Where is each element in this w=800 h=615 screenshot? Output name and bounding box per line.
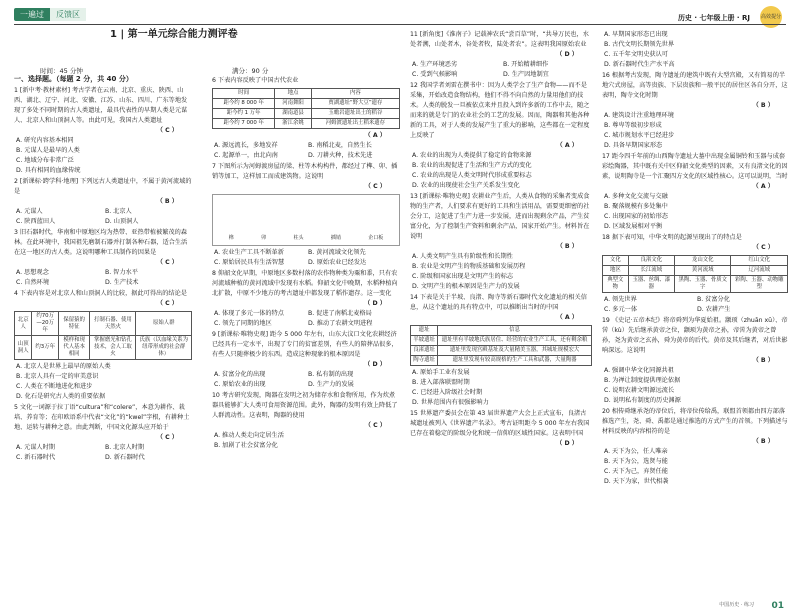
question-stem: 17 距今四千年前的山西陶寺遗址大墓中出现金属铜铃和玉器与成套彩绘陶器，其中既有关中区仰韶文化类型的因素，又有良渚文化的因素，说明陶寺是一个汇聚四方文化的区域性核心。这可以说明，当时	[602, 153, 788, 180]
question-stem: 20 相传舜继承尧的帝位后，将帝位传给禹，联盟首领都由四方部落推选产生，尧、舜、禹都是通过推选的方式产生的首领。下列描述与材料反映的内容相符的是	[602, 408, 788, 435]
option: B. 智力水平	[105, 269, 138, 276]
answer-mark: （ C ）	[156, 434, 178, 441]
option: D. 生产力的发展	[308, 381, 354, 388]
question-10	[212, 391, 400, 451]
option: C. 陕西蓝田人	[16, 218, 56, 225]
question-stem: 13 [新课标·唯物史观] 农耕业产生后，人类从食物的采集者变成食物的生产者，人们要求有更好的工具和生活用品，需要更细密的社会分工，这促进了生产力进一步发展，进而出现剩余产品，产生贫富分化，为了控制生产资料和剩余产品，国家开始产生。材料旨在说明	[410, 193, 590, 240]
question-20	[602, 407, 788, 487]
column-4	[602, 30, 788, 488]
question-stem: 18 据下表可知，中华文明的起源呈现出了的特点是	[602, 234, 742, 241]
option: D. 生产技术	[105, 279, 139, 286]
brand-label: 一遍过	[14, 8, 50, 21]
question-stem: 4 下表内容是对北京人和山顶洞人的比较，据此可得出的结论是	[14, 290, 187, 297]
option: B. 古代文明长期领先世界	[604, 41, 675, 48]
option: D. 世界范围内有很强影响力	[412, 399, 489, 406]
option: A. 农业的出现为人类提供了稳定的食物来源	[412, 152, 532, 159]
table-cell: 龙山文化	[674, 256, 731, 266]
table-cell: 陶寺遗址	[411, 356, 438, 366]
answer-mark: （ A ）	[752, 183, 774, 190]
table-cell: 典型文物	[603, 276, 629, 293]
table-cell: 长江流域	[628, 266, 674, 276]
table-cell: 地区	[603, 266, 629, 276]
subject-label: 历史 · 七年级上册 · RJ	[677, 14, 750, 22]
question-stem: 10 考古研究发现，陶器在发明之初为储存水和食物所用，作为炊煮器具能够扩大人类可食用资源范围。此外，陶器的发明有效上降低了人群流动性。这表明，陶器的使用	[212, 392, 398, 419]
answer-mark: （ B ）	[752, 438, 774, 445]
option: A. 推动人类走向定居生活	[214, 432, 284, 439]
question-stem: 1 [新中考·教材素材] 考古学者在云南、北京、重庆、陕西、山西、湖北、辽宁、河北、安徽、江苏、山东、四川、广东等地发现了多处不同时期的古人类遗址，最具代表性的早期人类是元谋人、北京人和山顶洞人等。由此可见，我国古人类遗址	[14, 87, 188, 124]
option: D. 具有相同的血缘传统	[16, 167, 81, 174]
table-cell: 氏族（以血缘关系为纽带形成的社会群体）	[136, 336, 192, 360]
image-label: 卯	[261, 235, 267, 241]
option: A. 早期国家形态已出现	[604, 31, 668, 38]
badge-text: 高效提分	[760, 14, 781, 20]
option: C. 受到气候影响	[412, 71, 458, 78]
question-12	[410, 81, 592, 191]
option: C. 起源单一，由北向南	[214, 152, 278, 159]
answer-mark: （ D ）	[364, 300, 386, 307]
table-cell: 红山文化	[731, 256, 788, 266]
table-cell: 约3万年	[32, 336, 59, 360]
answer-mark: （ B ）	[752, 357, 774, 364]
option: C. 说明农耕文明源远流长	[604, 387, 675, 394]
table-cell: 北京人	[15, 312, 32, 336]
table-cell: 地点	[275, 89, 311, 99]
table-cell: 浙江余姚	[275, 119, 311, 129]
answer-mark: （ B ）	[556, 243, 578, 250]
option: D. 文明产生的根本原因是生产力的发展	[412, 283, 520, 290]
table-cell: 黄河流域	[674, 266, 731, 276]
option: C. 原始农业的出现	[214, 381, 266, 388]
option: B. 农业的出现促进了生活和生产方式的变化	[412, 162, 532, 169]
option: C. 多元一体	[604, 306, 638, 313]
option: C. 领先了同期的地区	[214, 320, 272, 327]
table-cell: 遗址里发现宫殿基址及大量精美玉器，其城址规模宏大	[438, 346, 592, 356]
question-stem: 6 下表内容反映了中国古代农业	[212, 77, 299, 84]
option: B. 尊卑等级初步形成	[604, 122, 662, 129]
comparison-table	[14, 311, 192, 360]
question-stem: 9 [新课标·唯物史观] 距今 5 000 年左右，山东大汶口文化农耕经济已经具有一定水平，出现了专门的贫富差别，有些人的陪葬品很多，有些人只随葬极少的东西。造成这种现象的根本原因是	[212, 331, 398, 358]
question-stem: 7 下图所示为河姆渡房屋的梁、柱等木构构件，都经过了榫、卯、插销等加工，这样加工而成建筑物。这说明	[212, 163, 398, 180]
question-15	[410, 409, 592, 449]
option: B. 北京人	[105, 208, 132, 215]
brand-logo	[14, 8, 86, 21]
table-cell: 彩陶、玉器、动物雕塑	[731, 276, 788, 293]
option: B. 北京人具有一定的审美意识	[16, 373, 99, 380]
option: C. 农业的出现是人类文明时代形成重要标志	[412, 172, 532, 179]
image-label: 榫	[228, 235, 234, 241]
option: C. 阶级和国家出现是文明产生的标志	[412, 273, 514, 280]
table-cell: 遗址里发现有较高规格的生产工具和武器，大量陶器	[438, 356, 592, 366]
answer-mark: （ D ）	[556, 440, 578, 447]
question-stem: 2 [新课标·跨学科·地理] 下列远古人类遗址中，不属于黄河流域的是	[14, 178, 192, 195]
image-label: 插销	[330, 235, 341, 241]
option: D. 原始农业已经发达	[308, 259, 367, 266]
question-19	[602, 316, 788, 406]
question-1	[14, 86, 192, 176]
table-cell: 玉蟾岩遗址出土的稻谷	[311, 109, 399, 119]
option: C. 新石器时代	[16, 454, 56, 461]
option: D. 新石器时代	[105, 454, 145, 461]
answer-mark: （ D ）	[364, 361, 386, 368]
option: A. 元谋人	[16, 208, 43, 215]
option: A. 多种文化交流与交融	[604, 193, 668, 200]
table-cell: 时间	[213, 89, 275, 99]
table-cell: 玉器、丝绸、漆器	[628, 276, 674, 293]
question-stem: 3 旧石器时代，华南和中原地区均为热带、亚热带植被繁茂的森林。在此环境中，我国祖先磨制石器并打制各种石器，适合生活在这一地区的古人类。这说明哪种工具制作的因果是	[14, 229, 188, 256]
question-stem: 8 仰韶文化早期，中原地区多数村落的农作物种类为粟和黍，只有农河流域种植的黄河流域中发现有水稻。仰韶文化中晚期，水稻种植向北扩散，中原不少地方的考古遗址中都发现了稻作遗存。这一变化	[212, 270, 398, 297]
option: D. 说明私有制度的历史渊源	[604, 397, 681, 404]
option: B. 南稻北麦，自然生长	[308, 142, 372, 149]
option: B. 天下为公，选贤与能	[604, 458, 668, 465]
table-cell: 打制石器、使用天然火	[90, 312, 136, 336]
answer-mark: （ A ）	[364, 132, 386, 139]
question-6	[212, 76, 400, 161]
table-cell: 河南舞阳	[275, 99, 311, 109]
table-cell: 掌握磨光和钻孔技术，会人工取火	[90, 336, 136, 360]
question-stem: 11 [新角度]《淮南子》记载神农氏“尝百草”时，“共导万民也，水处者溯，山处者木，谷处者牧，陆处者农”。这表明我国原始农业	[410, 31, 589, 48]
table-cell: 遗址里有半坡地氏族居住、经营的农业生产工具，还有剩余粮	[438, 336, 592, 346]
option: B. 开始精耕细作	[503, 61, 549, 68]
option: A. 源远流长，多地发祥	[214, 142, 278, 149]
culture-table	[602, 255, 788, 293]
page-number: 01	[771, 601, 784, 611]
question-18	[602, 233, 788, 315]
table-cell: 模样和现代人基本相同	[58, 336, 89, 360]
option: D. 化石是研究古人类的重要依据	[16, 393, 106, 400]
option: D. 具备早期国家形态	[604, 142, 663, 149]
question-9	[212, 330, 400, 390]
option: C. 原始居民具有生活智慧	[214, 259, 285, 266]
option: A. 北京人是世界上最早的原始人类	[16, 363, 111, 370]
answer-mark: （ C ）	[752, 244, 774, 251]
option: B. 元谋人是最早的人类	[16, 147, 80, 154]
option: D. 生产因地制宜	[503, 71, 549, 78]
table-cell: 良渚文化	[628, 256, 674, 266]
option: C. 已经进入阶级社会时期	[412, 389, 483, 396]
page-title: 1 | 第一单元综合能力测评卷	[110, 29, 238, 40]
option: B. 为禅让制度提供理论依据	[604, 377, 681, 384]
option: C. 天下为己，弃贤任能	[604, 468, 668, 475]
option: B. 贫富分化	[697, 296, 730, 303]
option: D. 山顶洞人	[105, 218, 139, 225]
option: B. 聚落规模有多处集中	[604, 203, 668, 210]
option: D. 农业的出现使社会生产关系发生变化	[412, 182, 520, 189]
option: A. 思想观念	[16, 269, 49, 276]
option: D. 刀耕火种，技术先进	[308, 152, 373, 159]
table-cell: 原始人群	[136, 312, 192, 336]
option: B. 促进了南稻北麦格局	[308, 310, 372, 317]
option: C. 人类在不断地进化和进步	[16, 383, 93, 390]
answer-mark: （ B ）	[156, 198, 178, 205]
question-stem: 14 下表是关于半坡、良渚、陶寺等新石器时代文化遗址的相关信息，从这个遗址的具有特点中，可以推断出当时的中国	[410, 294, 587, 311]
question-2	[14, 177, 192, 227]
answer-mark: （ C ）	[156, 259, 178, 266]
table-cell: 半坡遗址	[411, 336, 438, 346]
mortise-tenon-illustration	[212, 194, 400, 246]
table-cell: 距今约 1 万年	[213, 109, 275, 119]
answer-mark: （ C ）	[156, 300, 178, 307]
option: A. 研究内容基本相同	[16, 137, 74, 144]
option: A. 体现了多元一体的特点	[214, 310, 284, 317]
answer-mark: （ D ）	[556, 51, 578, 58]
question-14	[410, 293, 592, 408]
option: B. 黄河流域文化领先	[308, 249, 366, 256]
image-label: 企口板	[368, 235, 384, 241]
answer-mark: （ C ）	[364, 422, 386, 429]
option: C. 自然环境	[16, 279, 50, 286]
table-cell: 距今约 8 000 年	[213, 99, 275, 109]
table-cell: 良渚遗址	[411, 346, 438, 356]
option: A. 农业生产工具不断革新	[214, 249, 284, 256]
question-stem: 16 根据考古发现，陶寺遗址的建筑中既有大型宫殿，又有简易的半地穴式房屋，高等贵族、下层贵族和一般平民的居住区各自分开，这表明，陶寺文化时期	[602, 72, 788, 99]
option: C. 地域分布非常广泛	[16, 157, 74, 164]
table-cell: 信息	[438, 326, 592, 336]
table-cell: 内容	[311, 89, 399, 99]
option: B. 私有制的出现	[308, 371, 354, 378]
site-table	[410, 325, 592, 366]
option: D. 天下为家，世代相袭	[604, 478, 669, 485]
table-cell: 贾湖遗址“野大豆”遗存	[311, 99, 399, 109]
footer-note: 中国历史 · 练习	[719, 602, 754, 608]
answer-mark: （ A ）	[556, 142, 578, 149]
option: A. 领先世界	[604, 296, 637, 303]
brand-feedback: 反馈区	[50, 8, 86, 21]
table-cell: 河姆渡遗址出土稻米遗存	[311, 119, 399, 129]
question-5	[14, 403, 192, 463]
table-cell: 文化	[603, 256, 629, 266]
option: B. 进入部落联盟时期	[412, 379, 470, 386]
total-score: 满分：90 分	[232, 67, 269, 75]
option: A. 元谋人时期	[16, 444, 55, 451]
option: A. 天下为公，任人唯亲	[604, 448, 668, 455]
column-2	[212, 76, 400, 452]
answer-mark: （ A ）	[556, 314, 578, 321]
header-divider	[14, 24, 786, 25]
option: A. 原始手工业有发展	[412, 369, 470, 376]
question-13	[410, 192, 592, 292]
question-stem: 15 世界遗产委员会在第 43 届世界遗产大会上正式宣布，良渚古城遗址被列入《世界遗产名录》。考古证明距今 5 000 年左右我国已存在着稳定的阶级分化和统一信仰的区域性国家。这表明中国	[410, 410, 590, 437]
question-4	[14, 289, 192, 402]
option: C. 城市规划水平已经进步	[604, 132, 675, 139]
section-heading: 一、选择题。（每题 2 分，共 40 分）	[14, 75, 133, 83]
question-16	[602, 71, 788, 151]
question-17	[602, 152, 788, 232]
option: C. 出现国家的初始形态	[604, 213, 668, 220]
option: A. 强调中华文化同源共祖	[604, 367, 674, 374]
column-1	[14, 74, 192, 464]
table-cell: 辽河流域	[731, 266, 788, 276]
question-stem: 5 文化一词源于拉丁语“cultura”和“colere”，本意为耕作、栽培、养育等；在印欧语系中代表“文化”的“kwel”字根，有耕种土地、运转与耕种之意。由此判断，中国文化源头应开始于	[14, 404, 190, 431]
table-cell: 遗址	[411, 326, 438, 336]
question-stem: 12 我国学者刘雷在撰书中：因为人类学会了生产食物——而不是采集，开始改造食物结构，他们不得不向自然的力量用他们的技术。人类的脱发一旦被依点来并且投入到许多新的工作中去，随之而来的就是专门的农业社会的工艺的发展。因而，陶器和其他各种新的工具，对于人类的发展产生了重大的影响，这些都在一定程度上反映了	[410, 82, 590, 139]
table-cell: 保留猿的特征	[58, 312, 89, 336]
option: A. 人类文明产生具有阶级性和长期性	[412, 253, 513, 260]
column-3	[410, 30, 592, 450]
question-stem: 19 《史记·五帝本纪》将帝舜列为华夏始祖。颛顼（zhuān xū）、帝喾（kù）先后继承黄帝之位，颛顼为黄帝之孙，帝喾为黄帝之曾孙，尧为黄帝之玄孙，舜为黄帝的后代。黄帝及其后继者，对后世影响深远。这说明	[602, 317, 788, 354]
option: D. 推动了农耕文明进程	[308, 320, 373, 327]
question-11	[410, 30, 592, 80]
table-cell: 山顶洞人	[15, 336, 32, 360]
option: D. 农耕产生	[697, 306, 731, 313]
option: B. 农业是文明产生的物质基础和发展历程	[412, 263, 526, 270]
table-cell: 距今约 7 000 年	[213, 119, 275, 129]
answer-mark: （ B ）	[752, 102, 774, 109]
option: B. 加剧了社会贫富分化	[214, 442, 278, 449]
table-cell: 约70万—20万年	[32, 312, 59, 336]
question-15-options	[602, 30, 788, 70]
image-label: 柱头	[293, 235, 304, 241]
option: D. 区域发展相对平衡	[604, 223, 663, 230]
option: A. 生产环境恶劣	[412, 61, 458, 68]
option: D. 新石器时代生产水平高	[604, 61, 675, 68]
question-3	[14, 228, 192, 288]
question-8	[212, 269, 400, 329]
table-cell: 湖南道县	[275, 109, 311, 119]
agriculture-table	[212, 88, 400, 129]
option: B. 北京人时期	[105, 444, 145, 451]
time-limit: 时间：45 分钟	[40, 67, 83, 75]
table-cell: 黑陶、玉器、骨质文字	[674, 276, 731, 293]
option: A. 贫富分化的出现	[214, 371, 266, 378]
answer-mark: （ C ）	[156, 127, 178, 134]
option: A. 建筑设计注重地理环境	[604, 112, 674, 119]
option: C. 五千年文明史获认可	[604, 51, 668, 58]
answer-mark: （ C ）	[364, 183, 386, 190]
question-7	[212, 162, 400, 268]
